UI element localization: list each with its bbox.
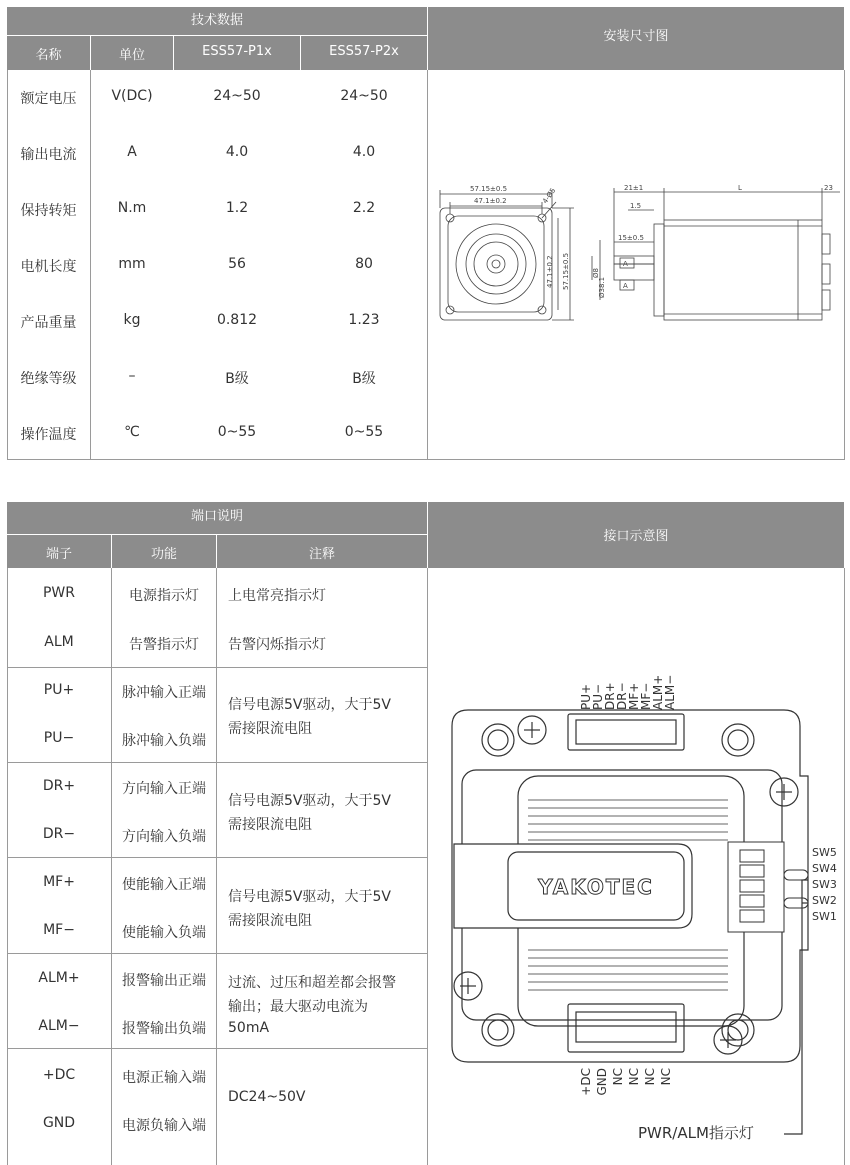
port-mf-plus-terminal: MF+ (43, 874, 75, 890)
top-pin-0: PU+ (579, 683, 593, 710)
tech-row-4-p2: 1.23 (348, 312, 380, 328)
dim-flange-label: 1.5 (630, 202, 642, 210)
tech-row-0-p1: 24~50 (213, 88, 261, 104)
tech-row-6-p2: 0~55 (344, 424, 384, 440)
bottom-pin-4: NC (643, 1068, 657, 1086)
top-pin-6: ALM+ (651, 674, 665, 710)
tech-header-name: 名称 (35, 48, 62, 63)
install-title: 安装尺寸图 (428, 7, 844, 70)
ports-header-note: 注释 (308, 547, 335, 562)
tech-row-0-p2: 24~50 (340, 88, 388, 104)
port-dc-note: DC24~50V (228, 1089, 306, 1105)
port-alm-plus-terminal: ALM+ (38, 970, 80, 986)
dim-inner-label: 47.1±0.2 (474, 197, 507, 205)
port-dr-minus-function: 方向输入负端 (122, 829, 206, 845)
tech-row-5-unit: – (128, 368, 136, 384)
tech-row-1-p2: 4.0 (352, 144, 376, 160)
install-dimension-drawing (428, 180, 844, 340)
ports-title: 端口说明 (7, 502, 427, 534)
tech-row-4-name: 产品重量 (20, 315, 77, 331)
port-pu-minus-terminal: PU− (43, 730, 75, 746)
interface-title: 接口示意图 (428, 502, 844, 568)
tech-row-3-unit: mm (118, 256, 146, 272)
tech-row-6-name: 操作温度 (20, 427, 77, 443)
port-alm-function: 告警指示灯 (129, 637, 199, 653)
tech-row-3-name: 电机长度 (20, 259, 77, 275)
switch-label-sw1: SW1 (812, 910, 837, 923)
port-alm-out-note-2: 输出；最大驱动电流为 (228, 999, 368, 1015)
top-pin-2: DR+ (603, 682, 617, 710)
port-pwr-terminal: PWR (42, 585, 75, 601)
port-alm-note: 告警闪烁指示灯 (228, 637, 326, 653)
port-dc-function: 电源正输入端 (122, 1070, 206, 1086)
port-mf-note-2: 需接限流电阻 (228, 913, 312, 929)
port-dr-plus-function: 方向输入正端 (122, 781, 206, 797)
tech-row-6-p1: 0~55 (217, 424, 257, 440)
bottom-pin-3: NC (627, 1068, 641, 1086)
bottom-pin-5: NC (659, 1068, 673, 1086)
port-pu-note-2: 需接限流电阻 (228, 721, 312, 737)
datum-a-label-2: A (623, 282, 628, 290)
port-mf-note-1: 信号电源5V驱动，大于5V (228, 889, 391, 905)
port-mf-minus-function: 使能输入负端 (122, 925, 206, 941)
tech-row-5-name: 绝缘等级 (20, 371, 77, 387)
port-pu-minus-function: 脉冲输入负端 (122, 733, 206, 749)
dim-vert-outer-label: 57.15±0.5 (562, 252, 570, 290)
dim-shaft-dia-label: Ø8 (592, 268, 600, 278)
switch-label-sw2: SW2 (812, 894, 837, 907)
top-pin-3: DR− (615, 682, 629, 710)
dim-boss-label: Ø38.1 (598, 276, 606, 298)
dim-body-label: L (738, 184, 742, 192)
port-alm-minus-terminal: ALM− (38, 1018, 80, 1034)
tech-row-3-p2: 80 (355, 256, 373, 272)
tech-row-6-unit: ℃ (124, 424, 140, 440)
dim-hole-label: 4-Ø5 (541, 186, 558, 206)
bottom-pin-2: NC (611, 1068, 625, 1086)
switch-label-sw3: SW3 (812, 878, 837, 891)
bottom-pin-0: +DC (579, 1068, 593, 1096)
port-pu-note-1: 信号电源5V驱动，大于5V (228, 697, 391, 713)
top-pin-5: MF− (639, 682, 653, 710)
brand-label: YAKOTEC (538, 875, 654, 899)
datum-a-label-1: A (623, 260, 628, 268)
dim-rear-label: 23 (824, 184, 833, 192)
dim-vert-inner-label: 47.1±0.2 (546, 255, 554, 288)
tech-row-2-unit: N.m (117, 200, 147, 216)
dim-shaft-len-label: 21±1 (624, 184, 644, 192)
bottom-pin-1: GND (595, 1068, 609, 1096)
port-pu-plus-terminal: PU+ (43, 682, 75, 698)
tech-row-5-p2: B级 (352, 371, 376, 387)
port-pu-plus-function: 脉冲输入正端 (122, 685, 206, 701)
tech-header-p2: ESS57-P2x (329, 44, 399, 59)
tech-row-5-p1: B级 (225, 371, 249, 387)
port-dr-minus-terminal: DR− (42, 826, 76, 842)
led-indicator-label: PWR/ALM指示灯 (638, 1124, 754, 1142)
port-alm-plus-function: 报警输出正端 (122, 973, 206, 989)
tech-row-1-unit: A (127, 144, 137, 160)
port-alm-out-note-3: 50mA (228, 1020, 270, 1036)
tech-row-2-p1: 1.2 (225, 200, 249, 216)
top-pin-1: PU− (591, 683, 605, 710)
tech-row-2-name: 保持转矩 (20, 203, 77, 219)
tech-row-4-p1: 0.812 (216, 312, 258, 328)
port-alm-terminal: ALM (44, 634, 74, 650)
switch-label-sw5: SW5 (812, 846, 837, 859)
tech-title: 技术数据 (7, 7, 427, 35)
port-gnd-terminal: GND (42, 1115, 76, 1131)
port-mf-plus-function: 使能输入正端 (122, 877, 206, 893)
ports-header-terminal: 端子 (45, 547, 72, 562)
tech-row-1-name: 输出电流 (20, 147, 77, 163)
port-alm-minus-function: 报警输出负端 (122, 1021, 206, 1037)
port-dr-note-1: 信号电源5V驱动，大于5V (228, 793, 391, 809)
ports-header-function: 功能 (150, 547, 177, 562)
port-alm-out-note-1: 过流、过压和超差都会报警 (228, 975, 396, 991)
port-mf-minus-terminal: MF− (43, 922, 75, 938)
top-pin-7: ALM− (663, 674, 677, 710)
port-gnd-function: 电源负输入端 (122, 1118, 206, 1134)
tech-row-1-p1: 4.0 (225, 144, 249, 160)
port-pwr-note: 上电常亮指示灯 (228, 588, 326, 604)
tech-row-4-unit: kg (123, 312, 141, 328)
top-pin-4: MF+ (627, 682, 641, 710)
dim-flat-label: 15±0.5 (618, 234, 644, 242)
tech-row-2-p2: 2.2 (352, 200, 376, 216)
port-pwr-function: 电源指示灯 (129, 588, 199, 604)
port-dr-plus-terminal: DR+ (42, 778, 76, 794)
tech-header-p1: ESS57-P1x (202, 44, 272, 59)
tech-header-unit: 单位 (118, 48, 145, 63)
tech-row-0-name: 额定电压 (20, 91, 77, 107)
tech-row-0-unit: V(DC) (111, 88, 153, 104)
port-dc-terminal: +DC (42, 1067, 76, 1083)
port-dr-note-2: 需接限流电阻 (228, 817, 312, 833)
switch-label-sw4: SW4 (812, 862, 837, 875)
tech-row-3-p1: 56 (228, 256, 246, 272)
dim-outer-label: 57.15±0.5 (470, 185, 508, 193)
interface-diagram (428, 570, 844, 1165)
